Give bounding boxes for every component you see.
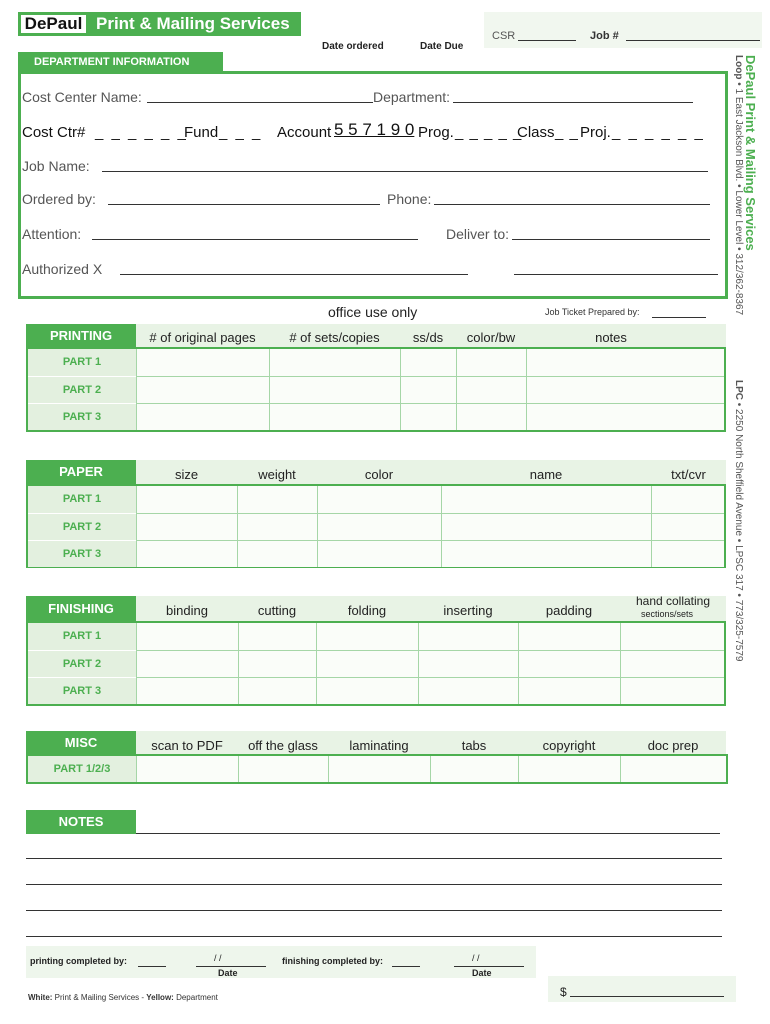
finishing-cell[interactable]	[620, 623, 724, 650]
finishing-row-label: PART 2	[28, 650, 136, 677]
printing-row-label: PART 3	[28, 403, 136, 430]
prog-label: Prog.	[418, 124, 454, 141]
sidebar-lpc: LPC	[733, 380, 744, 400]
notes-line-5[interactable]	[26, 936, 722, 937]
white-value: Print & Mailing Services	[54, 993, 140, 1002]
department-label: Department:	[373, 89, 451, 105]
csr-job-box	[484, 12, 762, 48]
paper-cell[interactable]	[651, 486, 724, 513]
finishing-cell[interactable]	[238, 677, 316, 704]
account-label: Account	[277, 124, 332, 141]
csr-label: CSR	[492, 30, 516, 42]
printing-col-ssds: ss/ds	[412, 330, 444, 345]
yellow-value: Department	[176, 993, 218, 1002]
finishing-col-hand-collating: hand collating	[635, 594, 711, 608]
sidebar-lpc-address: • 2250 North Sheffield Avenue • LPSC 317 • 773/325-7579	[733, 402, 744, 662]
sidebar-loop: Loop	[733, 55, 744, 80]
copy-distribution: White: Print & Mailing Services - Yellow: Department	[28, 993, 218, 1002]
finishing-cell[interactable]	[418, 623, 518, 650]
printing-date-line[interactable]	[196, 966, 266, 967]
paper-cell[interactable]	[136, 486, 237, 513]
office-use-label: office use only	[328, 304, 418, 320]
paper-col-color: color	[364, 467, 394, 482]
date-due-label: Date Due	[420, 41, 464, 52]
proj-label: Proj.	[580, 124, 611, 141]
paper-row-label: PART 1	[28, 486, 136, 513]
printing-cell[interactable]	[269, 376, 400, 403]
paper-cell[interactable]	[441, 486, 651, 513]
attention-line[interactable]	[92, 239, 418, 240]
finishing-completed-line[interactable]	[392, 966, 420, 967]
phone-line[interactable]	[434, 204, 710, 205]
printing-cell[interactable]	[456, 403, 526, 430]
printing-cell[interactable]	[456, 349, 526, 376]
printing-cell[interactable]	[269, 349, 400, 376]
misc-row-label: PART 1/2/3	[28, 756, 136, 782]
printing-cell[interactable]	[136, 376, 269, 403]
finishing-cell[interactable]	[518, 677, 620, 704]
printing-col-notes: notes	[595, 330, 627, 345]
date-ordered-label: Date ordered	[322, 41, 384, 52]
finishing-cell[interactable]	[238, 650, 316, 677]
finishing-cell[interactable]	[518, 623, 620, 650]
paper-cell[interactable]	[237, 486, 317, 513]
department-line[interactable]	[453, 102, 693, 103]
paper-cell[interactable]	[651, 513, 724, 540]
misc-col-glass: off the glass	[248, 738, 318, 753]
department-info-box	[18, 71, 728, 299]
paper-col-name: name	[529, 467, 563, 482]
finishing-col-binding: binding	[166, 603, 208, 618]
finishing-cell[interactable]	[418, 650, 518, 677]
finishing-cell[interactable]	[136, 623, 238, 650]
job-number-label: Job #	[590, 30, 619, 42]
finishing-cell[interactable]	[620, 650, 724, 677]
phone-label: Phone:	[387, 191, 432, 207]
printing-cell[interactable]	[526, 376, 724, 403]
paper-col-size: size	[174, 467, 199, 482]
paper-grid	[26, 484, 726, 568]
finishing-cell[interactable]	[136, 650, 238, 677]
printing-cell[interactable]	[269, 403, 400, 430]
finishing-cell[interactable]	[316, 650, 418, 677]
finishing-cell[interactable]	[238, 623, 316, 650]
misc-cell[interactable]	[620, 756, 726, 782]
misc-col-docprep: doc prep	[647, 738, 699, 753]
job-name-label: Job Name:	[22, 158, 90, 174]
printing-cell[interactable]	[526, 349, 724, 376]
printing-tab: PRINTING	[26, 324, 136, 348]
notes-line-1[interactable]	[136, 833, 720, 834]
printing-completed-label: printing completed by:	[30, 956, 128, 966]
printing-col-sets-copies: # of sets/copies	[289, 330, 380, 345]
misc-cell[interactable]	[238, 756, 328, 782]
printing-date-slashes: / /	[214, 953, 222, 963]
finishing-col-folding: folding	[347, 603, 387, 618]
paper-cell[interactable]	[651, 540, 724, 567]
printing-row-label: PART 1	[28, 349, 136, 376]
cost-center-name-label: Cost Center Name:	[22, 89, 142, 105]
paper-cell[interactable]	[237, 540, 317, 567]
finishing-col-inserting: inserting	[443, 603, 493, 618]
misc-cell[interactable]	[430, 756, 518, 782]
printing-cell[interactable]	[526, 403, 724, 430]
printing-cell[interactable]	[400, 403, 456, 430]
printing-cell[interactable]	[400, 376, 456, 403]
cost-center-name-line[interactable]	[147, 102, 373, 103]
sidebar-loop-address: • 1 East Jackson Blvd. • Lower Level • 312/362-8367	[733, 82, 744, 316]
printing-cell[interactable]	[456, 376, 526, 403]
paper-col-weight: weight	[258, 467, 296, 482]
authorized-extra-line[interactable]	[514, 274, 718, 275]
printing-row-label: PART 2	[28, 376, 136, 403]
printing-grid	[26, 347, 726, 432]
class-blanks[interactable]: _ _	[555, 124, 579, 141]
finishing-cell[interactable]	[418, 677, 518, 704]
paper-cell[interactable]	[441, 540, 651, 567]
fund-label: Fund	[184, 124, 219, 141]
paper-cell[interactable]	[317, 540, 441, 567]
misc-cell[interactable]	[328, 756, 430, 782]
paper-cell[interactable]	[136, 513, 237, 540]
ordered-by-line[interactable]	[108, 204, 380, 205]
proj-blanks[interactable]: _ _ _ _ _ _	[612, 124, 705, 141]
deliver-to-line[interactable]	[512, 239, 710, 240]
notes-line-3[interactable]	[26, 884, 722, 885]
misc-col-tabs: tabs	[461, 738, 487, 753]
job-number-line[interactable]	[626, 40, 760, 41]
finishing-cell[interactable]	[620, 677, 724, 704]
yellow-label: Yellow:	[146, 993, 174, 1002]
printing-col-original-pages: # of original pages	[149, 330, 256, 345]
printing-completed-line[interactable]	[138, 966, 166, 967]
class-label: Class	[517, 124, 555, 141]
prog-blanks[interactable]: _ _ _ _ _	[455, 124, 523, 141]
printing-cell[interactable]	[400, 349, 456, 376]
authorized-line[interactable]	[120, 274, 468, 275]
depaul-logo: DePaul	[21, 15, 86, 33]
finishing-date-label: Date	[472, 968, 492, 978]
printing-cell[interactable]	[136, 403, 269, 430]
ordered-by-label: Ordered by:	[22, 191, 96, 207]
sidebar-vertical	[730, 55, 770, 755]
misc-col-laminating: laminating	[349, 738, 409, 753]
paper-row-label: PART 2	[28, 513, 136, 540]
paper-cell[interactable]	[317, 486, 441, 513]
service-title: Print & Mailing Services	[96, 14, 290, 33]
misc-col-copyright: copyright	[542, 738, 596, 753]
paper-row-label: PART 3	[28, 540, 136, 567]
cost-ctr-blanks[interactable]: _ _ _ _ _ _	[95, 124, 188, 141]
printing-date-label: Date	[218, 968, 238, 978]
department-info-tab: DEPARTMENT INFORMATION	[18, 52, 223, 72]
amount-box	[548, 976, 736, 1002]
authorized-label: Authorized X	[22, 261, 103, 277]
cost-ctr-label: Cost Ctr#	[22, 124, 86, 141]
finishing-grid	[26, 621, 726, 706]
paper-cell[interactable]	[317, 513, 441, 540]
misc-tab: MISC	[26, 731, 136, 755]
csr-line[interactable]	[518, 40, 576, 41]
printing-col-colorbw: color/bw	[466, 330, 516, 345]
job-name-line[interactable]	[102, 171, 708, 172]
paper-cell[interactable]	[136, 540, 237, 567]
attention-label: Attention:	[22, 226, 82, 242]
finishing-row-label: PART 1	[28, 623, 136, 650]
misc-grid	[26, 754, 728, 784]
dollar-sign: $	[560, 985, 567, 999]
notes-line-4[interactable]	[26, 910, 722, 911]
finishing-completed-label: finishing completed by:	[282, 956, 384, 966]
notes-line-2[interactable]	[26, 858, 722, 859]
paper-tab: PAPER	[26, 460, 136, 484]
paper-cell[interactable]	[237, 513, 317, 540]
job-ticket-label: Job Ticket Prepared by:	[545, 307, 640, 317]
finishing-col-padding: padding	[545, 603, 593, 618]
finishing-tab: FINISHING	[26, 596, 136, 622]
misc-col-scan: scan to PDF	[151, 738, 223, 753]
finishing-date-line[interactable]	[454, 966, 524, 967]
paper-col-txtcvr: txt/cvr	[671, 467, 706, 482]
finishing-date-slashes: / /	[472, 953, 480, 963]
printing-cell[interactable]	[136, 349, 269, 376]
paper-cell[interactable]	[441, 513, 651, 540]
finishing-cell[interactable]	[316, 623, 418, 650]
misc-cell[interactable]	[518, 756, 620, 782]
misc-cell[interactable]	[136, 756, 238, 782]
account-value: 5 5 7 1 9 0	[334, 120, 415, 139]
finishing-cell[interactable]	[518, 650, 620, 677]
finishing-col-sections-sets: sections/sets	[640, 609, 694, 619]
sidebar-title: DePaul Print & Mailing Services	[743, 55, 758, 251]
finishing-cell[interactable]	[136, 677, 238, 704]
finishing-col-cutting: cutting	[257, 603, 297, 618]
finishing-cell[interactable]	[316, 677, 418, 704]
amount-line[interactable]	[570, 996, 724, 997]
job-ticket-line[interactable]	[652, 317, 706, 318]
fund-blanks[interactable]: _ _ _	[219, 124, 263, 141]
deliver-to-label: Deliver to:	[446, 226, 510, 242]
notes-tab: NOTES	[26, 810, 136, 834]
finishing-row-label: PART 3	[28, 677, 136, 704]
white-label: White:	[28, 993, 53, 1002]
